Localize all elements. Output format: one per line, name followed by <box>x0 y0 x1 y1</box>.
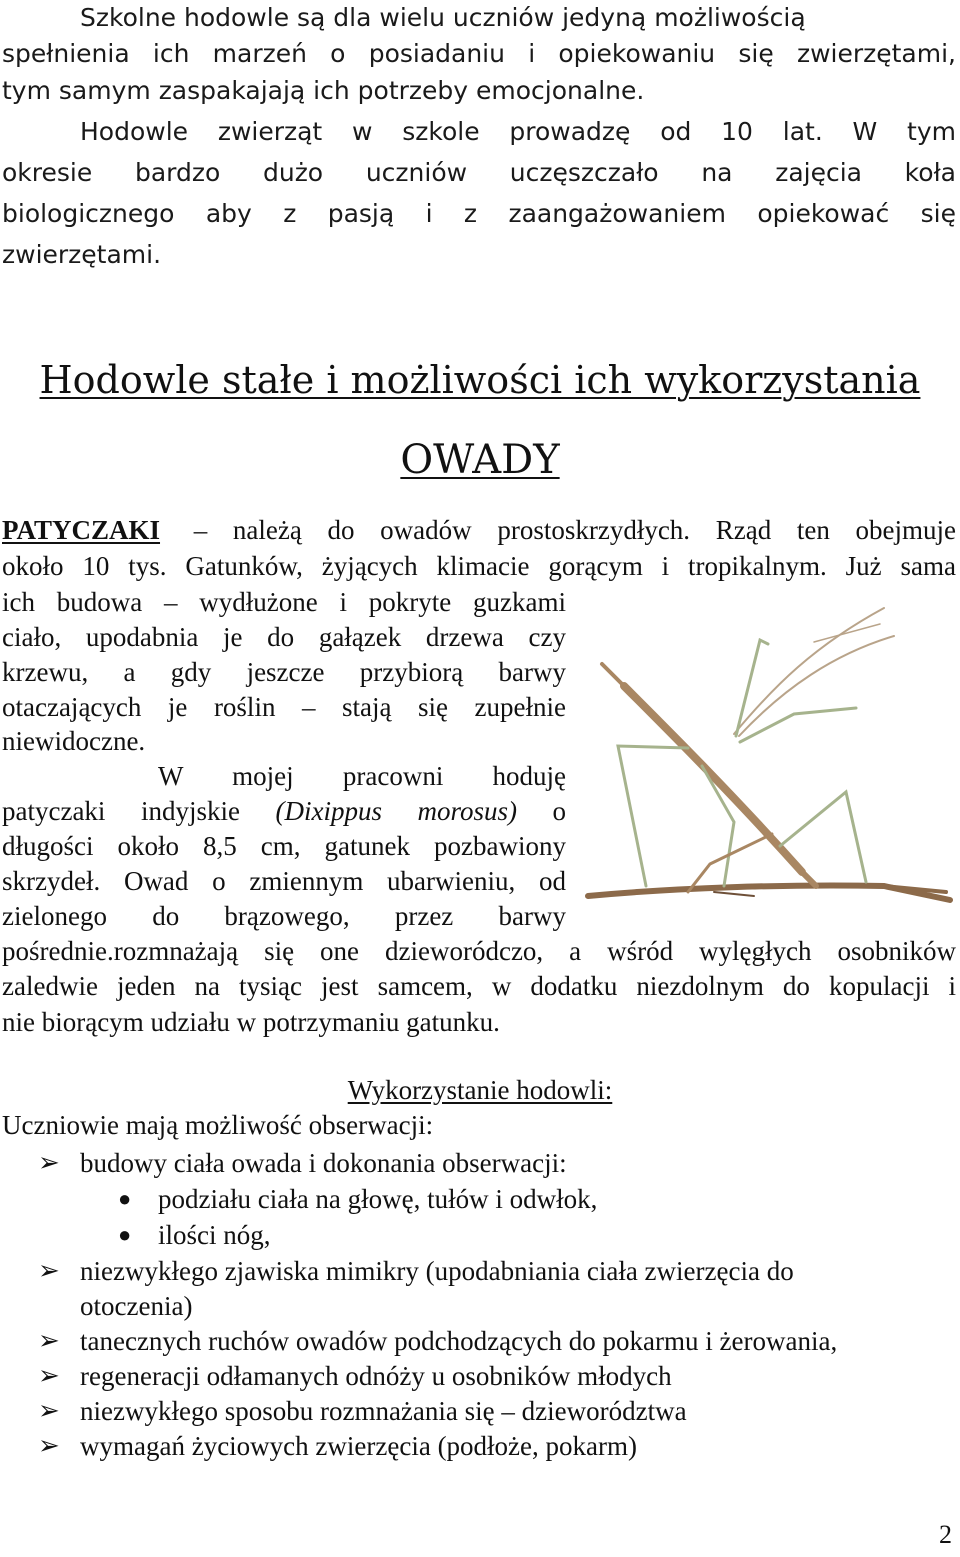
intro-line-6: biologicznego aby z pasją i z zaangażowaniem opiekować się <box>2 199 956 228</box>
usage-item-5: niezwykłego sposobu rozmnażania się – dzieworództwa <box>80 1396 687 1426</box>
arrow-bullet-icon: ➢ <box>38 1361 60 1391</box>
patyczaki-line-4: ciało, upodabnia je do gałązek drzewa czy <box>2 622 566 652</box>
patyczaki-name: PATYCZAKI <box>2 515 161 545</box>
intro-line-4: Hodowle zwierząt w szkole prowadzę od 10 lat. W tym <box>80 117 956 146</box>
arrow-bullet-icon: ➢ <box>38 1256 60 1286</box>
patyczaki-line-13: pośrednie.rozmnażają się one dzieworódczo, a wśród wylęgłych osobników <box>2 936 956 966</box>
arrow-bullet-icon: ➢ <box>38 1326 60 1356</box>
patyczaki-line-15: nie biorącym udziału w potrzymaniu gatunku. <box>2 1007 500 1037</box>
intro-line-1: Szkolne hodowle są dla wielu uczniów jedyną możliwością <box>80 3 806 32</box>
usage-item-3: tanecznych ruchów owadów podchodzących do pokarmu i żerowania, <box>80 1326 838 1356</box>
usage-item-2: niezwykłego zjawiska mimikry (upodabniania ciała zwierzęcia do <box>80 1256 794 1286</box>
patyczaki-line-6: otaczających je roślin – stają się zupełnie <box>2 692 566 722</box>
intro-line-7: zwierzętami. <box>2 240 162 269</box>
patyczaki-line-9-a: patyczaki indyjskie <box>2 796 240 826</box>
patyczaki-line-14: zaledwie jeden na tysiąc jest samcem, w dodatku niezdolnym do kopulacji i <box>2 971 956 1001</box>
patyczaki-line-5: krzewu, a gdy jeszcze przybiorą barwy <box>2 657 566 687</box>
patyczaki-line-12: zielonego do brązowego, przez barwy <box>2 901 566 931</box>
bullet-icon: ● <box>118 1222 132 1247</box>
category-title: OWADY <box>400 437 560 483</box>
intro-line-3: tym samym zaspakajają ich potrzeby emocjonalne. <box>2 76 645 105</box>
usage-title: Wykorzystanie hodowli: <box>347 1075 613 1105</box>
intro-line-2: spełnienia ich marzeń o posiadaniu i opiekowaniu się zwierzętami, <box>2 39 956 68</box>
patyczaki-line-1-rest: należą do owadów prostoskrzydłych. Rząd ten obejmuje <box>232 515 957 545</box>
intro-line-5: okresie bardzo dużo uczniów uczęszczało na zajęcia koła <box>2 158 956 187</box>
page-number: 2 <box>939 1520 952 1549</box>
usage-subitem-1: podziału ciała na głowę, tułów i odwłok, <box>158 1184 598 1214</box>
usage-item-6: wymagań życiowych zwierzęcia (podłoże, pokarm) <box>80 1431 637 1461</box>
patyczaki-line-2: około 10 tys. Gatunków, żyjących klimacie gorącym i tropikalnym. Już sama <box>2 551 956 581</box>
usage-item-2-cont: otoczenia) <box>80 1291 193 1321</box>
patyczaki-line-9 <box>2 793 566 829</box>
patyczaki-line-3: ich budowa – wydłużone i pokryte guzkami <box>2 587 566 617</box>
arrow-bullet-icon: ➢ <box>38 1431 60 1461</box>
bullet-icon: ● <box>118 1186 132 1211</box>
usage-subitem-2: ilości nóg, <box>158 1220 271 1250</box>
arrow-bullet-icon: ➢ <box>38 1148 60 1178</box>
patyczaki-line-7: niewidoczne. <box>2 726 146 756</box>
patyczaki-line-11: skrzydeł. Owad o zmiennym ubarwieniu, od <box>2 866 566 896</box>
arrow-bullet-icon: ➢ <box>38 1396 60 1426</box>
usage-intro: Uczniowie mają możliwość obserwacji: <box>2 1110 434 1140</box>
patyczaki-line-10: długości około 8,5 cm, gatunek pozbawiony <box>2 831 566 861</box>
patyczaki-line-9-c: o <box>552 796 566 826</box>
stick-insect-illustration <box>584 596 960 916</box>
patyczaki-line-8: W mojej pracowni hoduję <box>158 761 566 791</box>
patyczaki-line-1: PATYCZAKI – należą do owadów prostoskrzydłych. Rząd ten obejmuje <box>2 515 957 545</box>
species-latin-name: (Dixippus morosus) <box>275 796 517 826</box>
usage-item-4: regeneracji odłamanych odnóży u osobników młodych <box>80 1361 672 1391</box>
section-title: Hodowle stałe i możliwości ich wykorzystania <box>39 358 921 402</box>
usage-item-1: budowy ciała owada i dokonania obserwacji: <box>80 1148 567 1178</box>
